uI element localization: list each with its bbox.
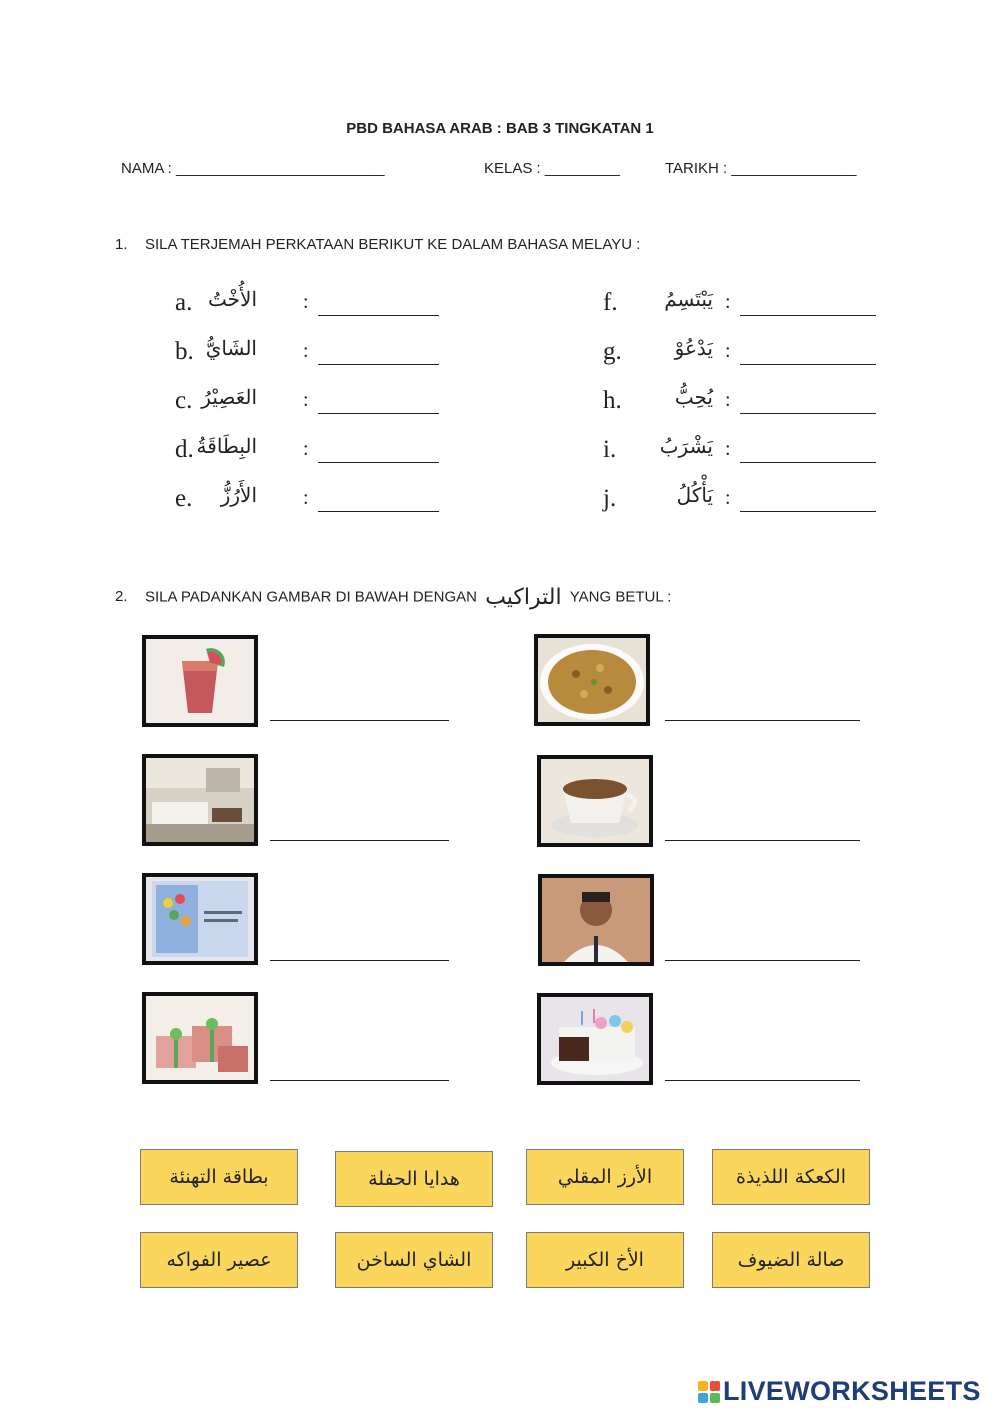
vocab-colon: : [725,389,731,411]
fruit-juice-image [142,635,258,727]
vocab-word: يَأْكُلُ [676,483,713,507]
answer-box-hot-tea[interactable]: الشاي الساخن [335,1232,493,1288]
vocab-colon: : [303,389,309,411]
liveworksheets-logo-text: LIVEWORKSHEETS [723,1376,981,1406]
vocab-letter: h. [603,387,622,414]
question-2-text-end: YANG BETUL : [569,588,672,606]
question-2-arabic: التراكيب [485,585,562,610]
vocab-word: الأَرُزُّ [220,483,257,507]
answer-line-3[interactable] [270,840,449,841]
question-1-text: SILA TERJEMAH PERKATAAN BERIKUT KE DALAM BAHASA MELAYU : [145,236,641,253]
answer-blank-g[interactable] [740,364,876,365]
vocab-colon: : [725,487,731,509]
answer-line-7[interactable] [270,1080,449,1081]
man-portrait-image [538,874,654,966]
kelas-field[interactable]: KELAS : _________ [484,160,620,177]
vocab-item-h [603,385,883,425]
vocab-item-i [603,434,883,474]
vocab-letter: i. [603,436,617,463]
tarikh-field[interactable]: TARIKH : _______________ [665,160,857,177]
answer-blank-d[interactable] [318,462,439,463]
vocab-word: العَصِيْرُ [201,385,257,409]
answer-box-delicious-cake[interactable]: الكعكة اللذيذة [712,1149,870,1205]
vocab-word: الأُخْتُ [208,287,257,311]
liveworksheets-logo-icon [698,1381,720,1403]
vocab-word: يَدْعُوْ [674,336,713,360]
answer-line-8[interactable] [665,1080,860,1081]
question-1 [115,236,640,253]
living-room-image [142,754,258,846]
fried-rice-image [534,634,650,726]
answer-blank-h[interactable] [740,413,876,414]
answer-blank-c[interactable] [318,413,439,414]
vocab-item-j [603,483,883,523]
nama-field[interactable]: NAMA : _________________________ [121,160,385,177]
vocab-word: يَشْرَبُ [659,434,713,458]
gift-boxes-image [142,992,258,1084]
vocab-item-f [603,287,883,327]
worksheet-title: PBD BAHASA ARAB : BAB 3 TINGKATAN 1 [346,120,654,137]
answer-line-5[interactable] [270,960,449,961]
vocab-item-g [603,336,883,376]
question-2-number: 2. [115,588,128,606]
cake-image [537,993,653,1085]
vocab-item-b [175,336,445,376]
answer-blank-j[interactable] [740,511,876,512]
vocab-colon: : [303,340,309,362]
answer-box-big-brother[interactable]: الأخ الكبير [526,1232,684,1288]
liveworksheets-logo [698,1376,981,1407]
vocab-item-e [175,483,445,523]
answer-box-fried-rice[interactable]: الأرز المقلي [526,1149,684,1205]
vocab-item-a [175,287,445,327]
vocab-colon: : [303,487,309,509]
vocab-letter: g. [603,338,622,365]
vocab-item-d [175,434,445,474]
vocab-colon: : [303,438,309,460]
vocab-letter: b. [175,338,194,365]
vocab-letter: a. [175,289,193,316]
vocab-letter: j. [603,485,617,512]
vocab-word: يَبْتَسِمُ [664,287,713,311]
vocab-letter: c. [175,387,193,414]
answer-line-2[interactable] [665,720,860,721]
vocab-colon: : [725,291,731,313]
answer-blank-e[interactable] [318,511,439,512]
answer-box-party-gifts[interactable]: هدايا الحفلة [335,1151,493,1207]
answer-blank-b[interactable] [318,364,439,365]
answer-box-greeting-card[interactable]: بطاقة التهنئة [140,1149,298,1205]
answer-blank-a[interactable] [318,315,439,316]
vocab-colon: : [725,438,731,460]
answer-line-6[interactable] [665,960,860,961]
vocab-word: البِطَاقَةُ [196,434,257,458]
vocab-word: الشَايُّ [205,336,257,360]
question-1-number: 1. [115,236,128,253]
vocab-item-c [175,385,445,425]
vocab-colon: : [303,291,309,313]
vocab-word: يُحِبُّ [674,385,713,409]
question-2 [115,585,671,610]
vocab-colon: : [725,340,731,362]
vocab-letter: f. [603,289,618,316]
greeting-card-image [142,873,258,965]
answer-line-1[interactable] [270,720,449,721]
answer-blank-i[interactable] [740,462,876,463]
vocab-letter: d. [175,436,194,463]
question-2-text: SILA PADANKAN GAMBAR DI BAWAH DENGAN [145,588,478,606]
hot-tea-image [537,755,653,847]
answer-box-guest-hall[interactable]: صالة الضيوف [712,1232,870,1288]
answer-box-fruit-juice[interactable]: عصير الفواكه [140,1232,298,1288]
vocab-letter: e. [175,485,193,512]
answer-line-4[interactable] [665,840,860,841]
answer-blank-f[interactable] [740,315,876,316]
